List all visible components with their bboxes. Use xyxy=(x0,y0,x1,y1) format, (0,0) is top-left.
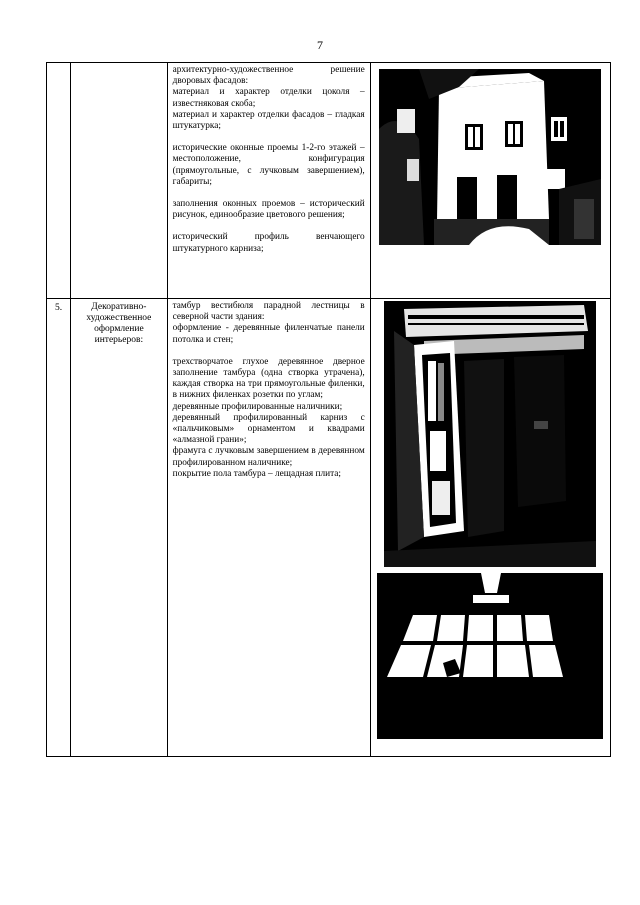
description-paragraph: трехстворчатое глухое деревянное дверное заполнение тамбура (одна створка утрачена), каждая створка на три прямоугольные филенки, в нижних филенках розетки по углам; xyxy=(172,356,365,401)
objects-table xyxy=(46,62,611,757)
description-paragraph: материал и характер отделки фасадов – гладкая штукатурка; xyxy=(172,109,365,132)
courtyard-facade-photo xyxy=(379,69,601,245)
photo-cell xyxy=(370,63,610,299)
number-cell xyxy=(47,63,71,299)
description-paragraph: архитектурно-художественное решение дворовых фасадов: xyxy=(172,65,365,87)
description-paragraph: деревянные профилированные наличники; xyxy=(172,401,343,412)
object-name: Декоративно-художественное оформление интерьеров: xyxy=(71,299,168,757)
description-paragraph: материал и характер отделки цоколя – известняковая скоба; xyxy=(172,87,365,109)
photos-cell xyxy=(370,299,610,757)
description-cell xyxy=(167,63,370,299)
description-paragraph: оформление - деревянные филенчатые панели потолка и стен; xyxy=(172,323,365,345)
description-cell xyxy=(167,299,370,757)
description-paragraph: покрытие пола тамбура – лещадная плита; xyxy=(172,468,341,479)
page-number: 7 xyxy=(317,38,323,52)
description-paragraph: тамбур вестибюля парадной лестницы в северной части здания: xyxy=(172,301,365,323)
description-paragraph: исторические оконные проемы 1-2-го этажей – местоположение, конфигурация (прямоугольные, с лучковым завершением), габариты; xyxy=(172,143,365,187)
table-row-facades xyxy=(47,63,611,299)
table-row-5 xyxy=(47,299,611,757)
vestibule-floor-window-photo xyxy=(377,573,603,739)
description-paragraph: исторический профиль венчающего штукатурного карниза; xyxy=(172,232,365,254)
name-cell xyxy=(71,63,168,299)
description-paragraph: фрамуга с лучковым завершением в деревянном профилированном наличнике; xyxy=(172,446,365,468)
vestibule-door-photo xyxy=(384,301,596,567)
row-number: 5. xyxy=(47,299,71,757)
description-paragraph: заполнения оконных проемов – исторический рисунок, единообразие цветового решения; xyxy=(172,199,365,221)
description-paragraph: деревянный профилированный карниз с «пальчиковым» орнаментом и квадрами «алмазной грани»; xyxy=(172,412,365,446)
